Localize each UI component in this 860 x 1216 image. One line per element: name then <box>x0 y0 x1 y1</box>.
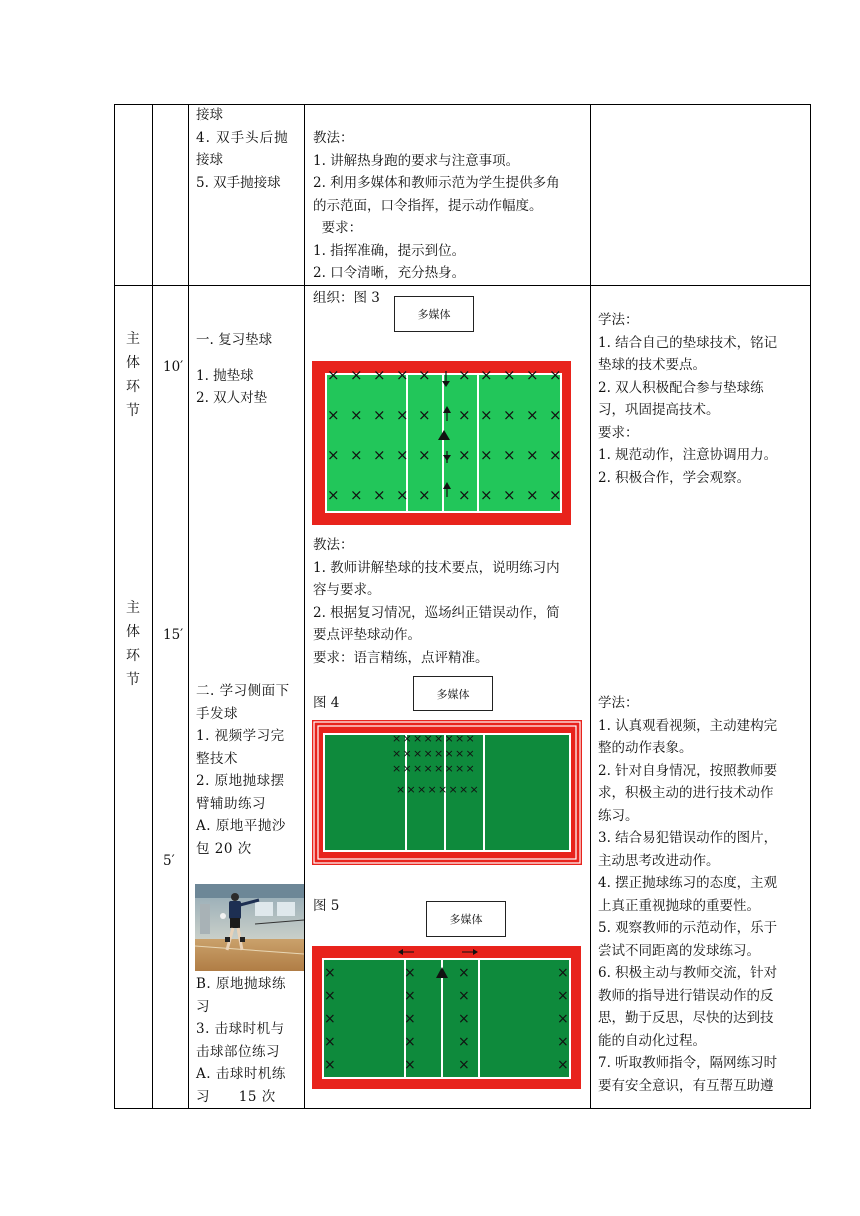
player-mark: × <box>434 732 444 745</box>
player-mark: × <box>327 446 340 464</box>
player-mark: × <box>458 446 471 464</box>
player-mark: × <box>413 732 423 745</box>
court-figure-5 <box>312 946 581 1089</box>
text-line: A. 原地平抛沙 <box>196 818 286 834</box>
player-mark: × <box>434 747 444 760</box>
player-mark: × <box>526 486 539 504</box>
player-mark: × <box>402 762 412 775</box>
text-line: A. 击球时机练 <box>196 1066 286 1082</box>
serve-photo <box>195 884 304 971</box>
text-line: 3. 击球时机与 <box>196 1021 285 1037</box>
player-mark: × <box>427 783 437 796</box>
player-mark: × <box>418 366 431 384</box>
text-line: 要有安全意识，有互帮互助遵 <box>598 1077 774 1094</box>
col-line-1 <box>114 104 115 1109</box>
text-line: 教法： <box>313 537 354 553</box>
player-mark: × <box>324 988 336 1004</box>
player-mark: × <box>455 732 465 745</box>
player-mark: × <box>438 783 448 796</box>
stage-label-a: 主体环节 <box>126 331 140 419</box>
player-mark: × <box>526 366 539 384</box>
text-line: 1. 讲解热身跑的要求与注意事项。 <box>313 152 520 169</box>
player-mark: × <box>455 762 465 775</box>
player-mark: × <box>350 446 363 464</box>
court-figure-4 <box>312 720 582 865</box>
time-c: 5′ <box>163 853 175 869</box>
row1-method <box>313 127 560 285</box>
player-mark: × <box>327 366 340 384</box>
player-mark: × <box>402 747 412 760</box>
text-line: 学法： <box>598 695 639 711</box>
player-mark: × <box>465 762 475 775</box>
player-mark: × <box>458 1011 470 1027</box>
player-mark: × <box>324 1011 336 1027</box>
player-mark: × <box>480 446 493 464</box>
row-divider <box>114 285 811 286</box>
player-mark: × <box>465 747 475 760</box>
player-mark: × <box>557 1034 569 1050</box>
player-mark: × <box>458 406 471 424</box>
text-line: 一. 复习垫球 <box>196 332 273 348</box>
table-bottom-border <box>114 1108 811 1109</box>
player-mark: × <box>418 486 431 504</box>
player-mark: × <box>413 762 423 775</box>
text-line: 教法： <box>313 130 354 146</box>
col-line-6 <box>810 104 811 1109</box>
player-mark: × <box>413 747 423 760</box>
player-mark: × <box>444 762 454 775</box>
player-mark: × <box>324 965 336 981</box>
org-label: 组织：图 3 <box>313 290 380 306</box>
player-mark: × <box>373 366 386 384</box>
time-b: 15′ <box>163 627 184 643</box>
player-mark: × <box>444 732 454 745</box>
player-mark: × <box>392 732 402 745</box>
method-review <box>313 534 560 669</box>
text-line: 学法： <box>598 312 639 328</box>
player-mark: × <box>458 486 471 504</box>
text-line: 2. 积极合作，学会观察。 <box>598 469 751 486</box>
player-mark: × <box>434 762 444 775</box>
text-line: 上真正重视抛球的重要性。 <box>598 897 760 914</box>
content-review <box>196 329 272 410</box>
text-line: 要点评垫球动作。 <box>313 627 421 643</box>
player-mark: × <box>402 732 412 745</box>
player-mark: × <box>396 486 409 504</box>
col-line-2 <box>152 104 153 1109</box>
player-mark: × <box>458 1057 470 1073</box>
text-line: 习，巩固提高技术。 <box>598 402 720 418</box>
text-line: 5. 观察教师的示范动作，乐于 <box>598 920 778 936</box>
player-mark: × <box>373 446 386 464</box>
multimedia-box-4: 多媒体 <box>413 676 493 711</box>
player-mark: × <box>406 783 416 796</box>
player-mark: × <box>549 486 562 504</box>
text-line: 6. 积极主动与教师交流，针对 <box>598 965 778 981</box>
text-line: 1. 认真观看视频，主动建构完 <box>598 717 778 734</box>
player-mark: × <box>404 1011 416 1027</box>
player-mark: × <box>458 1034 470 1050</box>
col-line-5 <box>590 104 591 1109</box>
text-line: 1. 教师讲解垫球的技术要点，说明练习内 <box>313 559 560 576</box>
player-mark: × <box>503 486 516 504</box>
player-mark: × <box>458 965 470 981</box>
player-mark: × <box>404 1034 416 1050</box>
player-mark: × <box>480 406 493 424</box>
text-line: 2. 利用多媒体和教师示范为学生提供多角 <box>313 175 560 191</box>
learn-serve <box>598 692 777 1097</box>
multimedia-box-5: 多媒体 <box>426 901 506 937</box>
player-mark: × <box>557 965 569 981</box>
player-mark: × <box>327 486 340 504</box>
text-line: 要求：语言精练，点评精准。 <box>313 649 489 666</box>
text-line: 的示范面，口令指挥，提示动作幅度。 <box>313 197 543 214</box>
text-line: 思，勤于反思，尽快的达到技 <box>598 1010 774 1026</box>
text-line: 二. 学习侧面下 <box>196 683 290 699</box>
text-line: 尝试不同距离的发球练习。 <box>598 942 760 959</box>
text-line: 1. 视频学习完 <box>196 728 285 744</box>
content-toss <box>196 973 286 1108</box>
player-mark: × <box>396 366 409 384</box>
text-line: 1. 规范动作，注意协调用力。 <box>598 447 778 463</box>
player-mark: × <box>458 366 471 384</box>
time-a: 10′ <box>163 359 184 375</box>
text-line: 整技术 <box>196 750 238 767</box>
content-serve <box>196 680 290 860</box>
player-mark: × <box>423 747 433 760</box>
player-mark: × <box>444 747 454 760</box>
text-line: 1. 结合自己的垫球技术，铭记 <box>598 334 778 351</box>
text-line: 整的动作表象。 <box>598 740 693 756</box>
fig5-label: 图 5 <box>313 898 340 914</box>
player-mark: × <box>392 762 402 775</box>
row1-content <box>196 104 289 194</box>
player-mark: × <box>423 762 433 775</box>
text-line: 5. 双手抛接球 <box>196 174 281 191</box>
player-mark: × <box>549 446 562 464</box>
player-mark: × <box>404 965 416 981</box>
player-mark: × <box>469 783 479 796</box>
player-mark: × <box>459 783 469 796</box>
text-line: 接球 <box>196 107 223 123</box>
text-line: 7. 听取教师指令，隔网练习时 <box>598 1055 778 1071</box>
text-line: 4. 双手头后抛 <box>196 129 289 146</box>
col-line-3 <box>188 104 189 1109</box>
player-mark: × <box>418 406 431 424</box>
player-mark: × <box>396 783 406 796</box>
player-mark: × <box>557 1057 569 1073</box>
player-mark: × <box>465 732 475 745</box>
text-line: 要求： <box>313 220 363 236</box>
text-line: 习 <box>196 998 210 1015</box>
player-mark: × <box>526 406 539 424</box>
court-figure-3 <box>312 361 571 525</box>
player-mark: × <box>503 406 516 424</box>
text-line: 2. 针对自身情况，按照教师要 <box>598 762 778 779</box>
text-line: 击球部位练习 <box>196 1043 280 1060</box>
player-mark: × <box>404 988 416 1004</box>
player-mark: × <box>350 366 363 384</box>
learn-review <box>598 309 777 489</box>
text-line: 习 15 次 <box>196 1088 276 1105</box>
player-mark: × <box>327 406 340 424</box>
text-line: 包 20 次 <box>196 840 252 857</box>
player-mark: × <box>396 446 409 464</box>
col-line-4 <box>304 104 305 1109</box>
player-mark: × <box>373 486 386 504</box>
text-line: 2. 口令清晰，充分热身。 <box>313 265 466 281</box>
text-line: B. 原地抛球练 <box>196 976 287 992</box>
stage-label-b: 主体环节 <box>126 600 140 688</box>
player-mark: × <box>448 783 458 796</box>
player-mark: × <box>324 1057 336 1073</box>
player-mark: × <box>503 446 516 464</box>
player-mark: × <box>455 747 465 760</box>
text-line: 求，积极主动的进行技术动作 <box>598 785 774 801</box>
text-line: 2. 双人对垫 <box>196 390 268 406</box>
text-line: 教师的指导进行错误动作的反 <box>598 987 774 1004</box>
player-mark: × <box>396 406 409 424</box>
player-mark: × <box>557 1011 569 1027</box>
text-line: 容与要求。 <box>313 582 381 598</box>
player-mark: × <box>350 486 363 504</box>
text-line: 接球 <box>196 152 223 168</box>
player-mark: × <box>373 406 386 424</box>
player-mark: × <box>404 1057 416 1073</box>
text-line: 4. 摆正抛球练习的态度，主观 <box>598 875 778 891</box>
player-mark: × <box>480 486 493 504</box>
player-mark: × <box>418 446 431 464</box>
player-mark: × <box>324 1034 336 1050</box>
text-line: 2. 双人积极配合参与垫球练 <box>598 379 764 396</box>
player-mark: × <box>392 747 402 760</box>
player-mark: × <box>557 988 569 1004</box>
text-line: 1. 指挥准确，提示到位。 <box>313 242 466 259</box>
player-mark: × <box>423 732 433 745</box>
text-line: 手发球 <box>196 705 238 722</box>
player-mark: × <box>458 988 470 1004</box>
text-line: 垫球的技术要点。 <box>598 357 706 373</box>
text-line: 3. 结合易犯错误动作的图片， <box>598 830 778 846</box>
text-line: 练习。 <box>598 807 639 824</box>
text-line: 1. 抛垫球 <box>196 367 254 384</box>
text-line: 能的自动化过程。 <box>598 1032 706 1049</box>
player-mark: × <box>417 783 427 796</box>
text-line: 臂辅助练习 <box>196 795 266 812</box>
text-line: 主动思考改进动作。 <box>598 852 720 869</box>
text-line: 2. 根据复习情况，巡场纠正错误动作，简 <box>313 604 560 621</box>
player-mark: × <box>549 406 562 424</box>
text-line: 2. 原地抛球摆 <box>196 773 285 789</box>
player-mark: × <box>549 366 562 384</box>
player-mark: × <box>350 406 363 424</box>
player-mark: × <box>526 446 539 464</box>
multimedia-box-3: 多媒体 <box>394 296 474 332</box>
player-mark: × <box>503 366 516 384</box>
player-mark: × <box>480 366 493 384</box>
text-line: 要求： <box>598 424 639 441</box>
fig4-label: 图 4 <box>313 695 340 711</box>
